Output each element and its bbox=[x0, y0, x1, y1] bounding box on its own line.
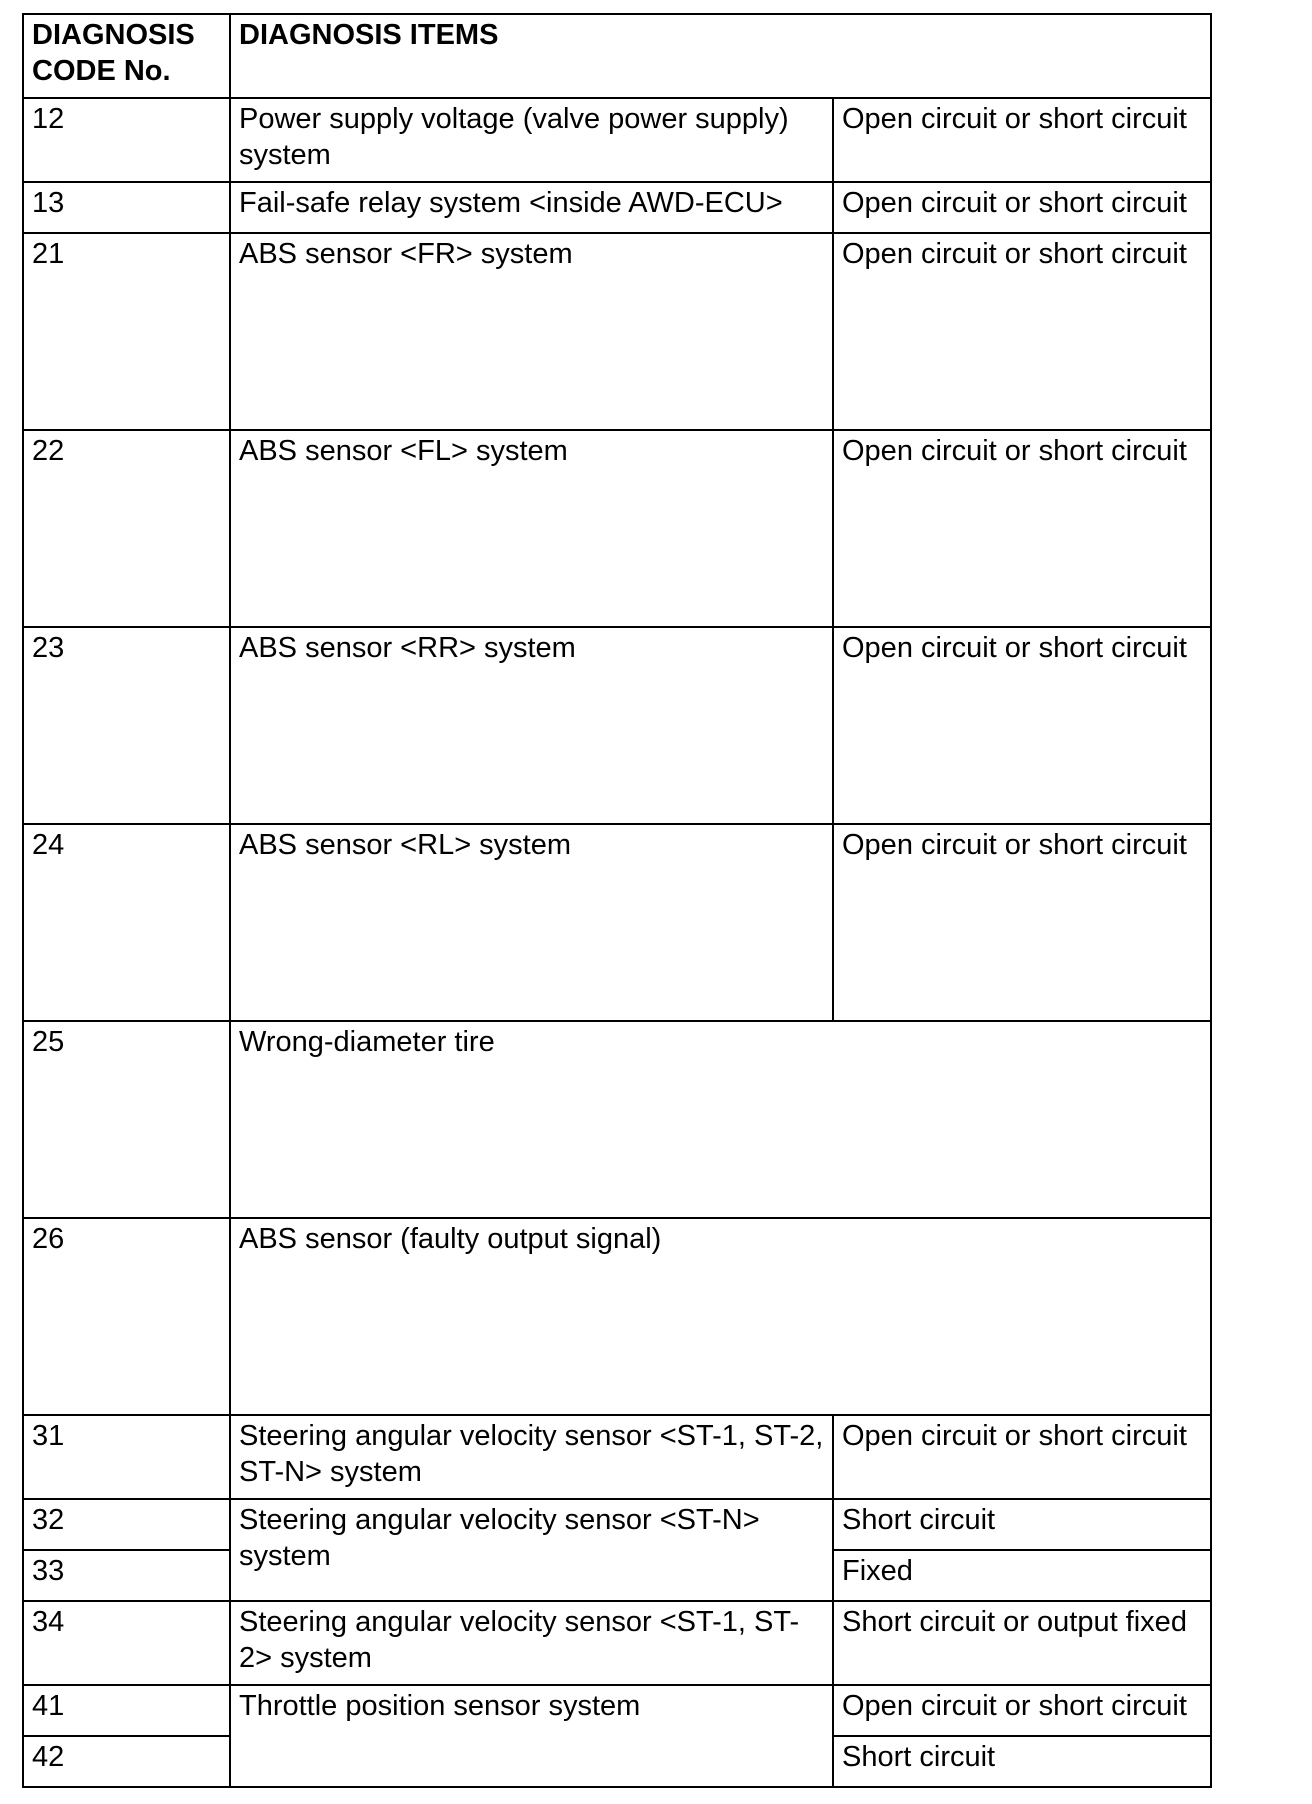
diagnosis-code: 13 bbox=[23, 182, 230, 233]
diagnosis-code: 42 bbox=[23, 1736, 230, 1787]
diagnosis-status: Open circuit or short circuit bbox=[833, 233, 1211, 430]
table-row bbox=[23, 824, 1211, 1021]
diagnosis-code: 12 bbox=[23, 98, 230, 182]
diagnosis-status: Open circuit or short circuit bbox=[833, 182, 1211, 233]
diagnosis-status: Open circuit or short circuit bbox=[833, 1685, 1211, 1736]
diagnosis-item: Steering angular velocity sensor <ST-N> system bbox=[230, 1499, 833, 1601]
diagnosis-status: Open circuit or short circuit bbox=[833, 627, 1211, 824]
diagnosis-code: 26 bbox=[23, 1218, 230, 1415]
diagnosis-item: ABS sensor <FR> system bbox=[230, 233, 833, 430]
diagnosis-item: Power supply voltage (valve power supply) system bbox=[230, 98, 833, 182]
table-row bbox=[23, 1218, 1211, 1415]
diagnosis-status: Short circuit bbox=[833, 1499, 1211, 1550]
table-row bbox=[23, 182, 1211, 233]
table-row bbox=[23, 98, 1211, 182]
diagnosis-status: Open circuit or short circuit bbox=[833, 1415, 1211, 1499]
diagnosis-status: Fixed bbox=[833, 1550, 1211, 1601]
diagnosis-code: 31 bbox=[23, 1415, 230, 1499]
diagnosis-code: 41 bbox=[23, 1685, 230, 1736]
table-row bbox=[23, 1685, 1211, 1736]
diagnosis-code: 33 bbox=[23, 1550, 230, 1601]
table-row bbox=[23, 430, 1211, 627]
diagnosis-status: Open circuit or short circuit bbox=[833, 98, 1211, 182]
header-items: DIAGNOSIS ITEMS bbox=[230, 14, 1211, 98]
table-row bbox=[23, 233, 1211, 430]
diagnosis-item: ABS sensor <RL> system bbox=[230, 824, 833, 1021]
diagnosis-item: Steering angular velocity sensor <ST-1, ST-2> system bbox=[230, 1601, 833, 1685]
diagnosis-code: 23 bbox=[23, 627, 230, 824]
diagnosis-item: ABS sensor (faulty output signal) bbox=[230, 1218, 1211, 1415]
diagnosis-item: Throttle position sensor system bbox=[230, 1685, 833, 1787]
diagnosis-code: 24 bbox=[23, 824, 230, 1021]
table-row bbox=[23, 1601, 1211, 1685]
header-code: DIAGNOSIS CODE No. bbox=[23, 14, 230, 98]
diagnosis-code: 34 bbox=[23, 1601, 230, 1685]
table-row bbox=[23, 1021, 1211, 1218]
diagnosis-item: Steering angular velocity sensor <ST-1, ST-2, ST-N> system bbox=[230, 1415, 833, 1499]
diagnosis-code: 32 bbox=[23, 1499, 230, 1550]
diagnosis-item: ABS sensor <FL> system bbox=[230, 430, 833, 627]
table-header-row bbox=[23, 14, 1211, 98]
diagnosis-status: Open circuit or short circuit bbox=[833, 430, 1211, 627]
diagnosis-code: 21 bbox=[23, 233, 230, 430]
table-row bbox=[23, 1415, 1211, 1499]
table-row bbox=[23, 1499, 1211, 1550]
diagnosis-status: Short circuit bbox=[833, 1736, 1211, 1787]
diagnosis-item: ABS sensor <RR> system bbox=[230, 627, 833, 824]
diagnosis-status: Open circuit or short circuit bbox=[833, 824, 1211, 1021]
table-row bbox=[23, 627, 1211, 824]
diagnosis-code-table bbox=[22, 13, 1212, 1788]
diagnosis-status: Short circuit or output fixed bbox=[833, 1601, 1211, 1685]
diagnosis-code: 22 bbox=[23, 430, 230, 627]
diagnosis-code: 25 bbox=[23, 1021, 230, 1218]
diagnosis-item: Fail-safe relay system <inside AWD-ECU> bbox=[230, 182, 833, 233]
diagnosis-item: Wrong-diameter tire bbox=[230, 1021, 1211, 1218]
